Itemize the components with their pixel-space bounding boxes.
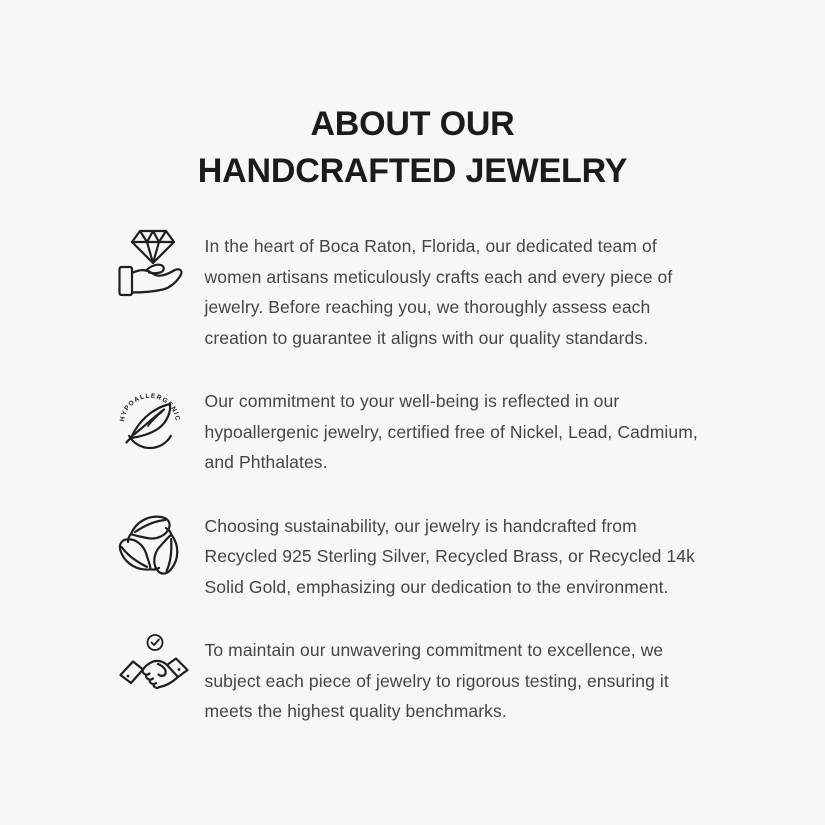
icon-cell bbox=[117, 231, 205, 297]
icon-cell bbox=[117, 386, 205, 456]
hypoallergenic-badge-icon bbox=[118, 384, 182, 456]
feature-text-handcrafted: In the heart of Boca Raton, Florida, our dedicated team of women artisans meticulously crafts each and every piece of jewelry. Before reaching you, we thoroughly assess each creation to guarantee it aligns with our quality standards. bbox=[204, 236, 673, 348]
feature-row-quality bbox=[117, 635, 709, 727]
feature-row-recycled bbox=[117, 511, 709, 603]
diamond-in-hand-icon bbox=[118, 229, 184, 297]
page-title-line-2: HANDCRAFTED JEWELRY bbox=[197, 152, 628, 190]
icon-cell bbox=[117, 635, 205, 699]
feature-text-quality: To maintain our unwavering commitment to excellence, we subject each piece of jewelry to rigorous testing, ensuring it meets the highest quality benchmarks. bbox=[204, 640, 669, 721]
feature-row-hypoallergenic bbox=[117, 386, 709, 478]
icon-cell bbox=[117, 511, 205, 579]
feature-row-handcrafted bbox=[117, 231, 709, 353]
badge-label: HYPOALLERGENIC bbox=[118, 392, 181, 423]
feature-text-recycled: Choosing sustainability, our jewelry is handcrafted from Recycled 925 Sterling Silver, Recycled Brass, or Recycled 14k Solid Gold, emphasizing our dedication to the environment. bbox=[204, 515, 695, 597]
page-title bbox=[117, 101, 709, 195]
about-jewelry-section bbox=[117, 0, 709, 727]
feature-text-hypoallergenic: Our commitment to your well-being is reflected in our hypoallergenic jewelry, certified free of Nickel, Lead, Cadmium, and Phthalates. bbox=[204, 391, 698, 472]
recycled-leaves-icon bbox=[118, 509, 184, 579]
page-title-line-1: ABOUT OUR bbox=[310, 105, 515, 143]
handshake-check-icon bbox=[118, 633, 190, 699]
